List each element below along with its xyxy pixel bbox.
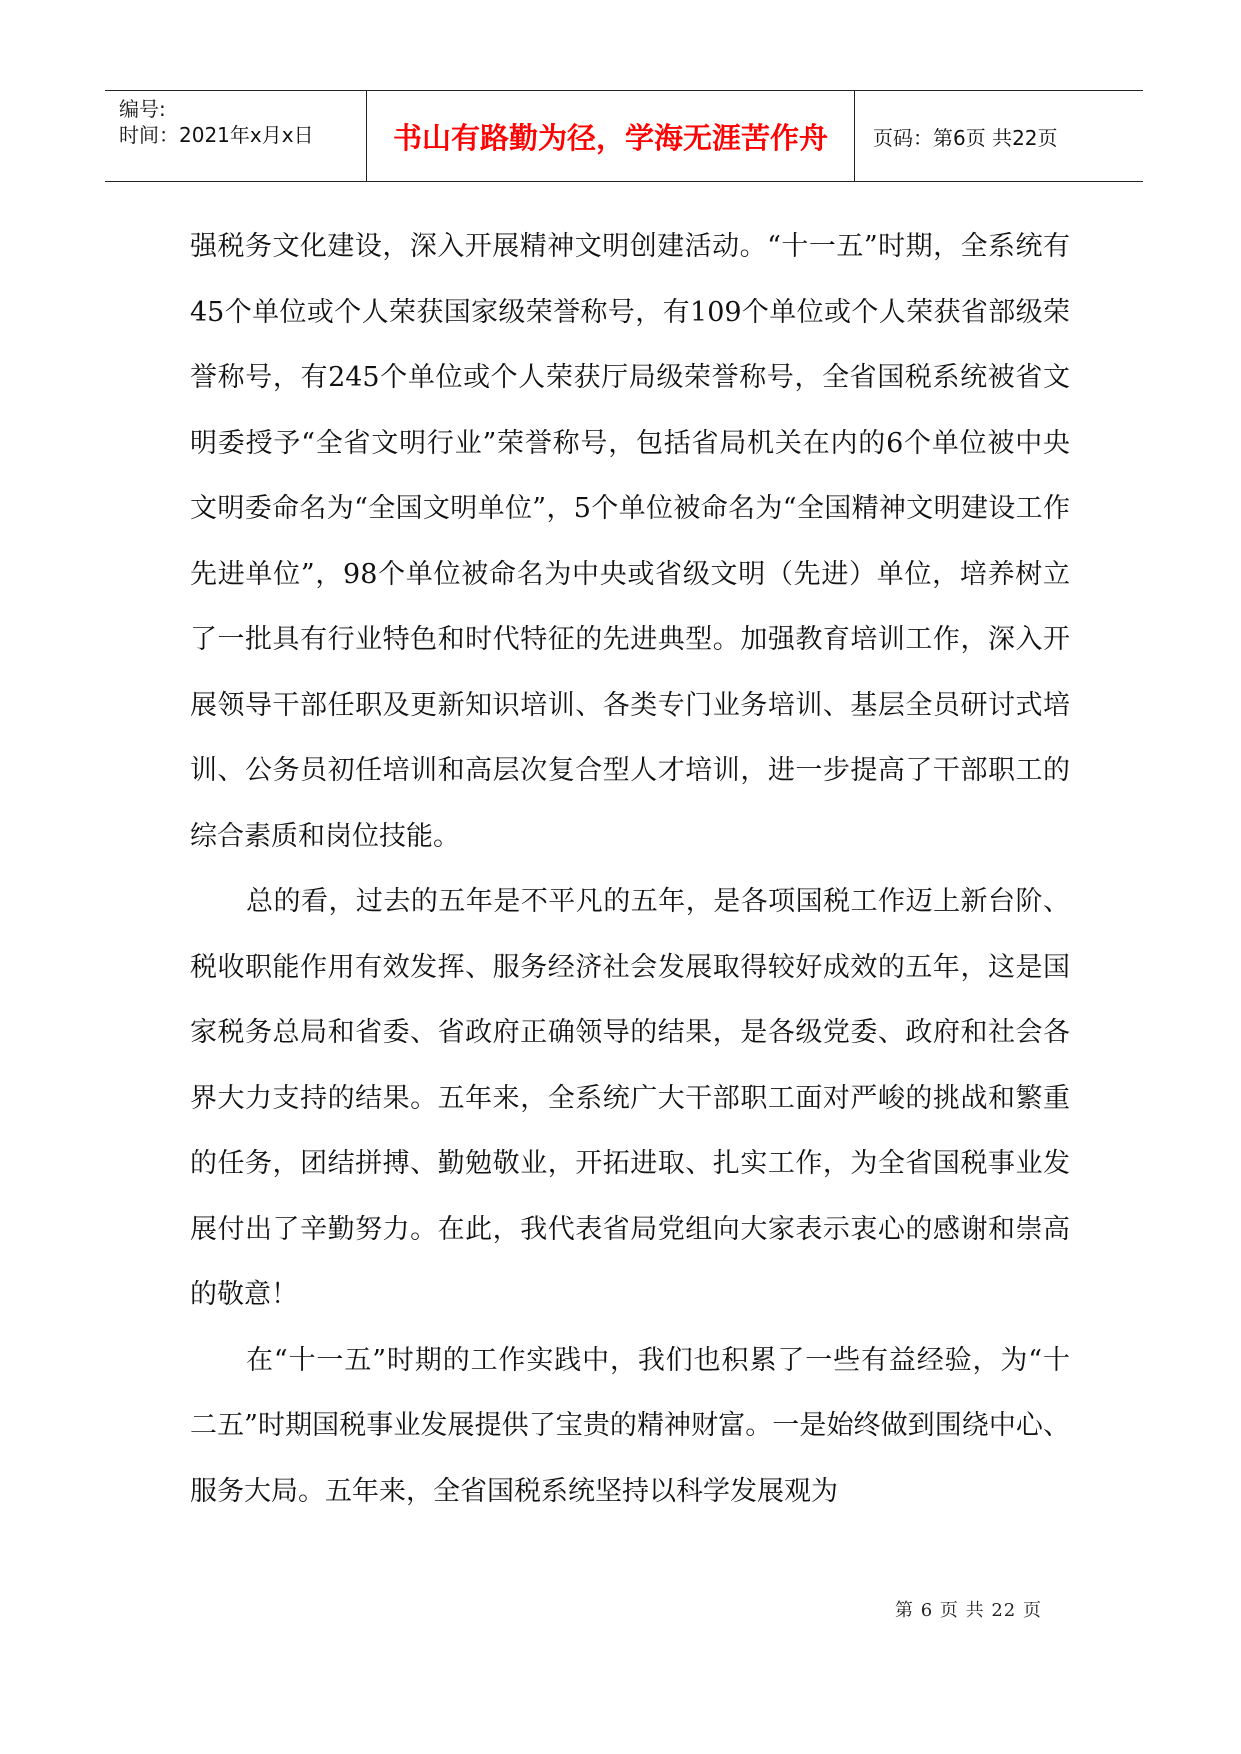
body-paragraph-3: 在“十一五”时期的工作实践中，我们也积累了一些有益经验，为“十二五”时期国税事业发展提供了宝贵的精神财富。一是始终做到围绕中心、服务大局。五年来，全省国税系统坚持以科学发展观为 [190,1344,1070,1507]
header-page-code: 页码：第6页 共22页 [873,125,1058,150]
document-time-label: 时间：2021年x月x日 [119,123,314,147]
body-paragraph-2: 总的看，过去的五年是不平凡的五年，是各项国税工作迈上新台阶、税收职能作用有效发挥、服务经济社会发展取得较好成效的五年，这是国家税务总局和省委、省政府正确领导的结果，是各级党委、政府和社会各界大力支持的结果。五年来，全系统广大干部职工面对严峻的挑战和繁重的任务，团结拼搏、勤勉敬业，开拓进取、扎实工作，为全省国税事业发展付出了辛勤努力。在此，我代表省局党组向大家表示衷心的感谢和崇高的敬意！ [190,886,1070,1310]
header-meta-cell [105,91,367,181]
page-header [105,90,1143,182]
header-motto: 书山有路勤为径，学海无涯苦作舟 [392,120,828,155]
document-body [190,214,1070,1524]
body-paragraph-1: 强税务文化建设，深入开展精神文明创建活动。“十一五”时期，全系统有45个单位或个人荣获国家级荣誉称号，有109个单位或个人荣获省部级荣誉称号，有245个单位或个人荣获厅局级荣誉称号，全省国税系统被省文明委授予“全省文明行业”荣誉称号，包括省局机关在内的6个单位被中央文明委命名为“全国文明单位”，5个单位被命名为“全国精神文明建设工作先进单位”，98个单位被命名为中央或省级文明（先进）单位，培养树立了一批具有行业特色和时代特征的先进典型。加强教育培训工作，深入开展领导干部任职及更新知识培训、各类专门业务培训、基层全员研讨式培训、公务员初任培训和高层次复合型人才培训，进一步提高了干部职工的综合素质和岗位技能。 [190,231,1070,852]
page-footer: 第 6 页 共 22 页 [895,1600,1042,1621]
document-number-label: 编号: [119,97,166,121]
header-motto-cell [367,91,855,181]
